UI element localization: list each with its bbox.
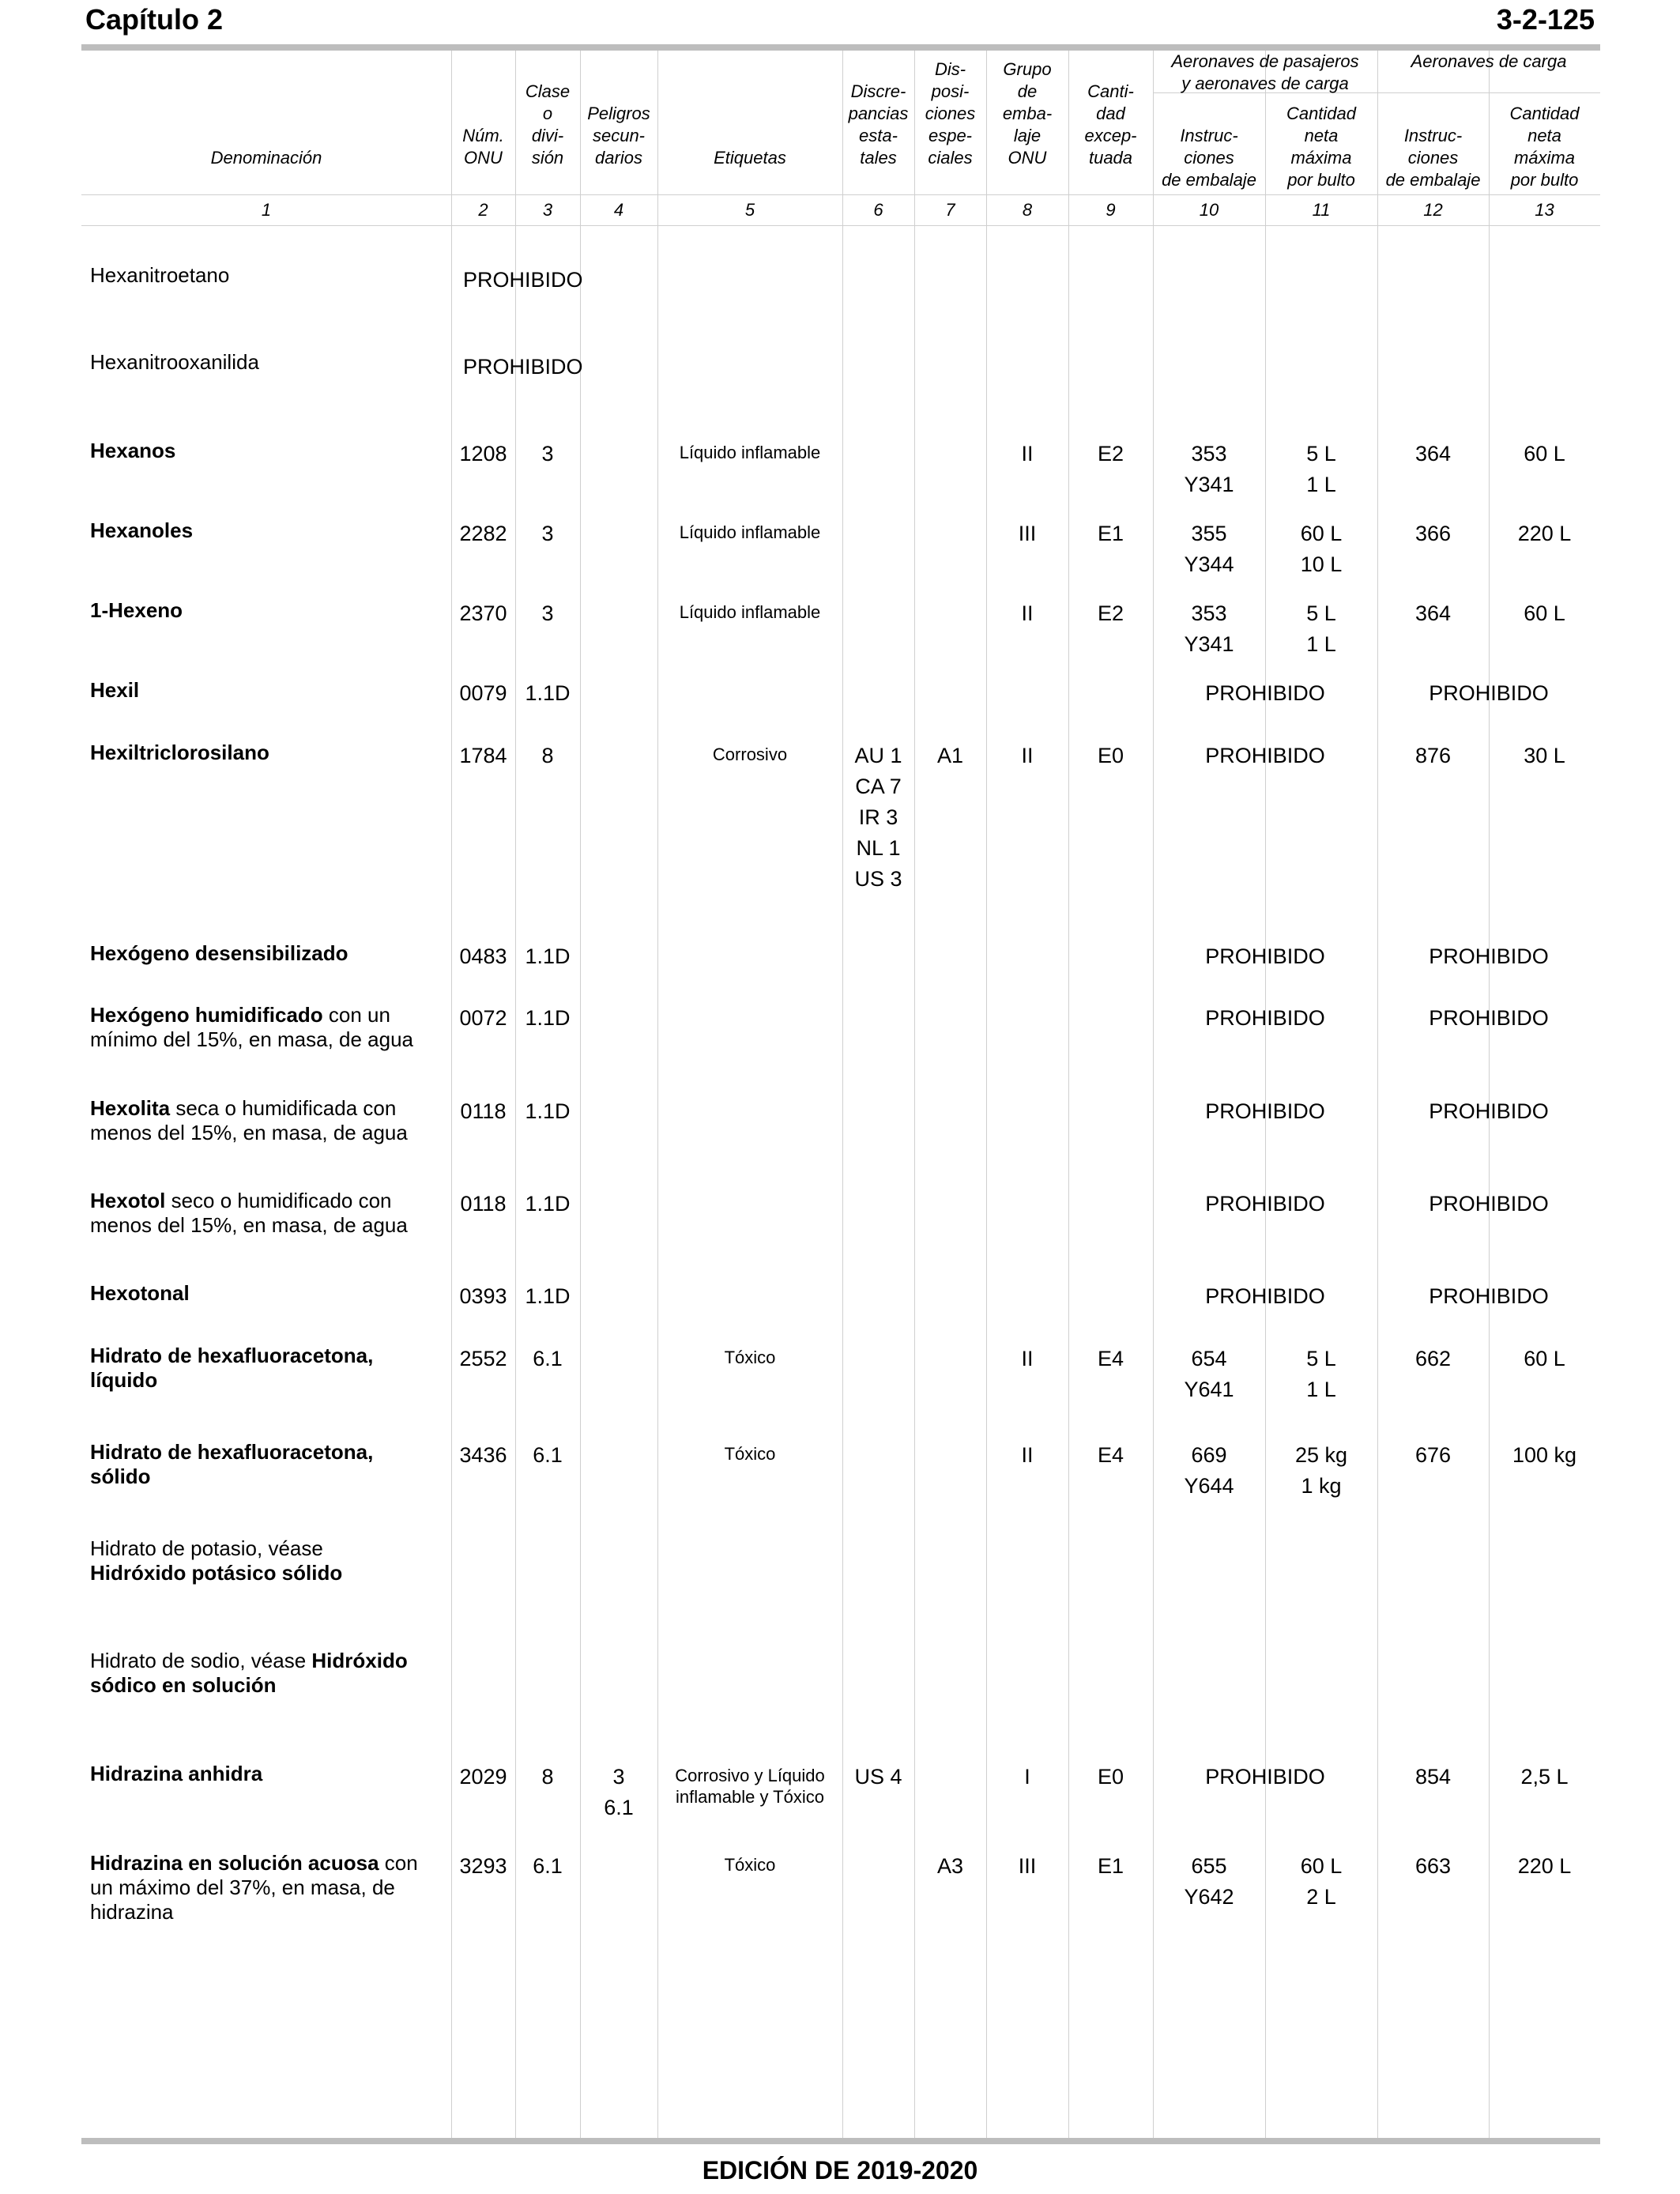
packing-instruction-cargo: 663 [1414, 1854, 1452, 1878]
packing-instruction-cargo: 676 [1414, 1443, 1452, 1467]
excepted-quantity: E2 [1097, 442, 1124, 466]
excepted-quantity: E0 [1097, 1765, 1124, 1789]
col-header-cantidad-pasajeros: Cantidad neta máxima por bulto [1286, 104, 1357, 190]
col-header-clase: Clase o divi- sión [525, 81, 571, 168]
col-header-instrucciones-carga: Instruc- ciones de embalaje [1385, 126, 1481, 190]
packing-instruction-cargo: 854 [1414, 1765, 1452, 1789]
col-number: 5 [744, 200, 755, 220]
entry-name: Hidrazina anhidra [90, 1762, 263, 1785]
packing-group: II [1021, 601, 1034, 625]
page-number: 3-2-125 [1496, 3, 1595, 36]
col-header-grupo-embalaje: Grupo de emba- laje ONU [1002, 59, 1053, 168]
header-rule [81, 225, 1600, 226]
un-number: 2029 [459, 1765, 507, 1789]
col-divider [451, 51, 452, 2138]
col-number: 9 [1106, 200, 1116, 220]
entry-name: Hexiltriclorosilano [90, 741, 269, 764]
un-number: 0483 [459, 944, 507, 968]
bottom-rule [81, 2138, 1600, 2144]
packing-instruction-passenger: 669 Y644 [1184, 1443, 1234, 1498]
class-division: 1.1D [525, 1099, 571, 1123]
prohibited-text: PROHIBIDO [463, 268, 583, 292]
group-header-pasajeros: Aeronaves de pasajeros y aeronaves de carga [1171, 51, 1359, 93]
max-qty-passenger: 5 L 1 L [1306, 1347, 1336, 1401]
un-number: 0079 [459, 681, 507, 705]
entry-name: Hidrato de hexafluoracetona, líquido [90, 1344, 374, 1392]
special-provisions: A1 [936, 744, 964, 767]
col-number: 10 [1199, 200, 1219, 220]
max-qty-cargo: 2,5 L [1520, 1765, 1569, 1789]
col-number: 8 [1022, 200, 1033, 220]
col-number: 2 [478, 200, 488, 220]
page-header [85, 0, 1595, 40]
class-division: 3 [541, 522, 554, 545]
entry-name: Hexotol seco o humidificado con menos del 15%, en masa, de agua [90, 1189, 408, 1237]
prohibited-cargo: PROHIBIDO [1429, 1099, 1549, 1123]
col-divider [1377, 51, 1378, 2138]
entry-name: Hexanos [90, 439, 176, 462]
packing-instruction-cargo: 364 [1414, 442, 1452, 466]
max-qty-cargo: 60 L [1524, 1347, 1565, 1370]
un-number: 0118 [460, 1192, 507, 1216]
entry-name: Hexotonal [90, 1281, 190, 1305]
packing-instruction-passenger: 355 Y344 [1184, 522, 1234, 576]
prohibited-passenger: PROHIBIDO [1205, 744, 1325, 767]
col-divider [914, 51, 915, 2138]
special-provisions: A3 [936, 1854, 964, 1878]
col-number: 11 [1312, 200, 1331, 220]
un-number: 1208 [459, 442, 507, 466]
un-number: 2370 [459, 601, 507, 625]
packing-group: II [1021, 1443, 1034, 1467]
max-qty-cargo: 60 L [1524, 601, 1565, 625]
class-division: 6.1 [533, 1347, 563, 1370]
entry-name: Hexanitroetano [90, 263, 230, 287]
prohibited-passenger: PROHIBIDO [1205, 1284, 1325, 1308]
col-number: 13 [1535, 200, 1554, 220]
col-number: 6 [873, 200, 883, 220]
entry-name: Hexógeno humidificado con un mínimo del 15%, en masa, de agua [90, 1003, 414, 1051]
un-number: 0118 [460, 1099, 507, 1123]
max-qty-passenger: 60 L 10 L [1300, 522, 1343, 576]
col-divider [1068, 51, 1069, 2138]
max-qty-passenger: 25 kg 1 kg [1294, 1443, 1348, 1498]
entry-name: Hexolita seca o humidificada con menos del 15%, en masa, de agua [90, 1096, 408, 1144]
col-number: 3 [542, 200, 553, 220]
un-number: 2282 [459, 522, 507, 545]
class-division: 8 [541, 1765, 554, 1789]
class-division: 6.1 [533, 1443, 563, 1467]
chapter-title: Capítulo 2 [85, 3, 224, 36]
header-rule [81, 194, 1600, 195]
entry-name: Hexanitrooxanilida [90, 350, 259, 374]
col-divider [1153, 51, 1154, 2138]
excepted-quantity: E4 [1097, 1347, 1124, 1370]
max-qty-passenger: 60 L 2 L [1300, 1854, 1343, 1909]
labels: Tóxico [724, 1855, 776, 1875]
entry-name: Hidrato de sodio, véase Hidróxido sódico en solución [90, 1649, 408, 1697]
col-header-etiquetas: Etiquetas [714, 148, 786, 168]
edition-footer: EDICIÓN DE 2019-2020 [702, 2156, 978, 2185]
excepted-quantity: E1 [1097, 522, 1124, 545]
class-division: 1.1D [525, 944, 571, 968]
packing-group: II [1021, 1347, 1034, 1370]
class-division: 1.1D [525, 1284, 571, 1308]
subsidiary-hazards: 3 6.1 [604, 1765, 634, 1819]
un-number: 0072 [459, 1006, 507, 1030]
prohibited-passenger: PROHIBIDO [1205, 1765, 1325, 1789]
class-division: 1.1D [525, 1192, 571, 1216]
un-number: 3293 [459, 1854, 507, 1878]
labels: Líquido inflamable [679, 443, 821, 462]
prohibited-passenger: PROHIBIDO [1205, 681, 1325, 705]
labels: Tóxico [724, 1348, 776, 1367]
labels: Líquido inflamable [679, 602, 821, 622]
col-divider [986, 51, 987, 2138]
entry-name: Hexil [90, 678, 140, 702]
un-number: 3436 [459, 1443, 507, 1467]
max-qty-cargo: 220 L [1517, 1854, 1572, 1878]
entry-name: Hidrato de hexafluoracetona, sólido [90, 1440, 374, 1488]
un-number: 1784 [459, 744, 507, 767]
prohibited-cargo: PROHIBIDO [1429, 681, 1549, 705]
packing-instruction-passenger: 655 Y642 [1184, 1854, 1234, 1909]
class-division: 6.1 [533, 1854, 563, 1878]
col-header-discrepancias: Discre- pancias esta- tales [848, 81, 909, 168]
max-qty-cargo: 220 L [1517, 522, 1572, 545]
col-header-denominacion: Denominación [210, 148, 322, 168]
col-divider [657, 51, 658, 2138]
max-qty-passenger: 5 L 1 L [1306, 442, 1336, 496]
col-header-num-onu: Núm. ONU [462, 126, 504, 168]
max-qty-passenger: 5 L 1 L [1306, 601, 1336, 656]
labels: Corrosivo [712, 745, 788, 764]
un-number: 2552 [459, 1347, 507, 1370]
entry-name: Hidrazina en solución acuosa con un máximo del 37%, en masa, de hidrazina [90, 1851, 418, 1924]
packing-group: III [1018, 522, 1037, 545]
class-division: 1.1D [525, 1006, 571, 1030]
class-division: 3 [541, 442, 554, 466]
labels: Líquido inflamable [679, 522, 821, 542]
state-variations: AU 1 CA 7 IR 3 NL 1 US 3 [854, 744, 902, 891]
max-qty-cargo: 100 kg [1512, 1443, 1577, 1467]
packing-instruction-cargo: 366 [1414, 522, 1452, 545]
col-header-cantidad-exceptuada: Canti- dad excep- tuada [1084, 81, 1137, 168]
prohibited-text: PROHIBIDO [463, 355, 583, 379]
max-qty-cargo: 30 L [1524, 744, 1565, 767]
top-rule [81, 44, 1600, 51]
col-number: 1 [261, 200, 272, 220]
col-header-disposiciones: Dis- posi- ciones espe- ciales [925, 59, 976, 168]
packing-group: I [1024, 1765, 1030, 1789]
packing-instruction-passenger: 654 Y641 [1184, 1347, 1234, 1401]
packing-instruction-cargo: 876 [1414, 744, 1452, 767]
prohibited-cargo: PROHIBIDO [1429, 944, 1549, 968]
excepted-quantity: E4 [1097, 1443, 1124, 1467]
max-qty-cargo: 60 L [1524, 442, 1565, 466]
prohibited-passenger: PROHIBIDO [1205, 1192, 1325, 1216]
excepted-quantity: E2 [1097, 601, 1124, 625]
col-header-instrucciones-pasajeros: Instruc- ciones de embalaje [1162, 126, 1256, 190]
group-header-carga: Aeronaves de carga [1411, 51, 1567, 71]
col-number: 4 [613, 200, 624, 220]
col-number: 12 [1423, 200, 1443, 220]
packing-instruction-cargo: 364 [1414, 601, 1452, 625]
col-divider [1265, 51, 1266, 2138]
excepted-quantity: E1 [1097, 1854, 1124, 1878]
prohibited-passenger: PROHIBIDO [1205, 1006, 1325, 1030]
col-number: 7 [945, 200, 955, 220]
class-division: 3 [541, 601, 554, 625]
packing-group: II [1021, 442, 1034, 466]
labels: Tóxico [724, 1444, 776, 1464]
class-division: 1.1D [525, 681, 571, 705]
packing-instruction-passenger: 353 Y341 [1184, 601, 1234, 656]
un-number: 0393 [459, 1284, 507, 1308]
packing-instruction-cargo: 662 [1414, 1347, 1452, 1370]
entry-name: Hexógeno desensibilizado [90, 941, 348, 965]
excepted-quantity: E0 [1097, 744, 1124, 767]
entry-name: Hidrato de potasio, véase Hidróxido potásico sólido [90, 1536, 343, 1585]
col-divider [842, 51, 843, 2138]
col-header-peligros: Peligros secun- darios [587, 104, 650, 168]
state-variations: US 4 [854, 1765, 902, 1789]
entry-name: 1-Hexeno [90, 598, 183, 622]
packing-group: III [1018, 1854, 1037, 1878]
packing-instruction-passenger: 353 Y341 [1184, 442, 1234, 496]
prohibited-cargo: PROHIBIDO [1429, 1284, 1549, 1308]
prohibited-passenger: PROHIBIDO [1205, 944, 1325, 968]
entry-name: Hexanoles [90, 518, 194, 542]
col-divider [1489, 51, 1490, 2138]
labels: Corrosivo y Líquido inflamable y Tóxico [675, 1766, 825, 1807]
col-header-cantidad-carga: Cantidad neta máxima por bulto [1509, 104, 1580, 190]
prohibited-passenger: PROHIBIDO [1205, 1099, 1325, 1123]
class-division: 8 [541, 744, 554, 767]
prohibited-cargo: PROHIBIDO [1429, 1006, 1549, 1030]
packing-group: II [1021, 744, 1034, 767]
prohibited-cargo: PROHIBIDO [1429, 1192, 1549, 1216]
